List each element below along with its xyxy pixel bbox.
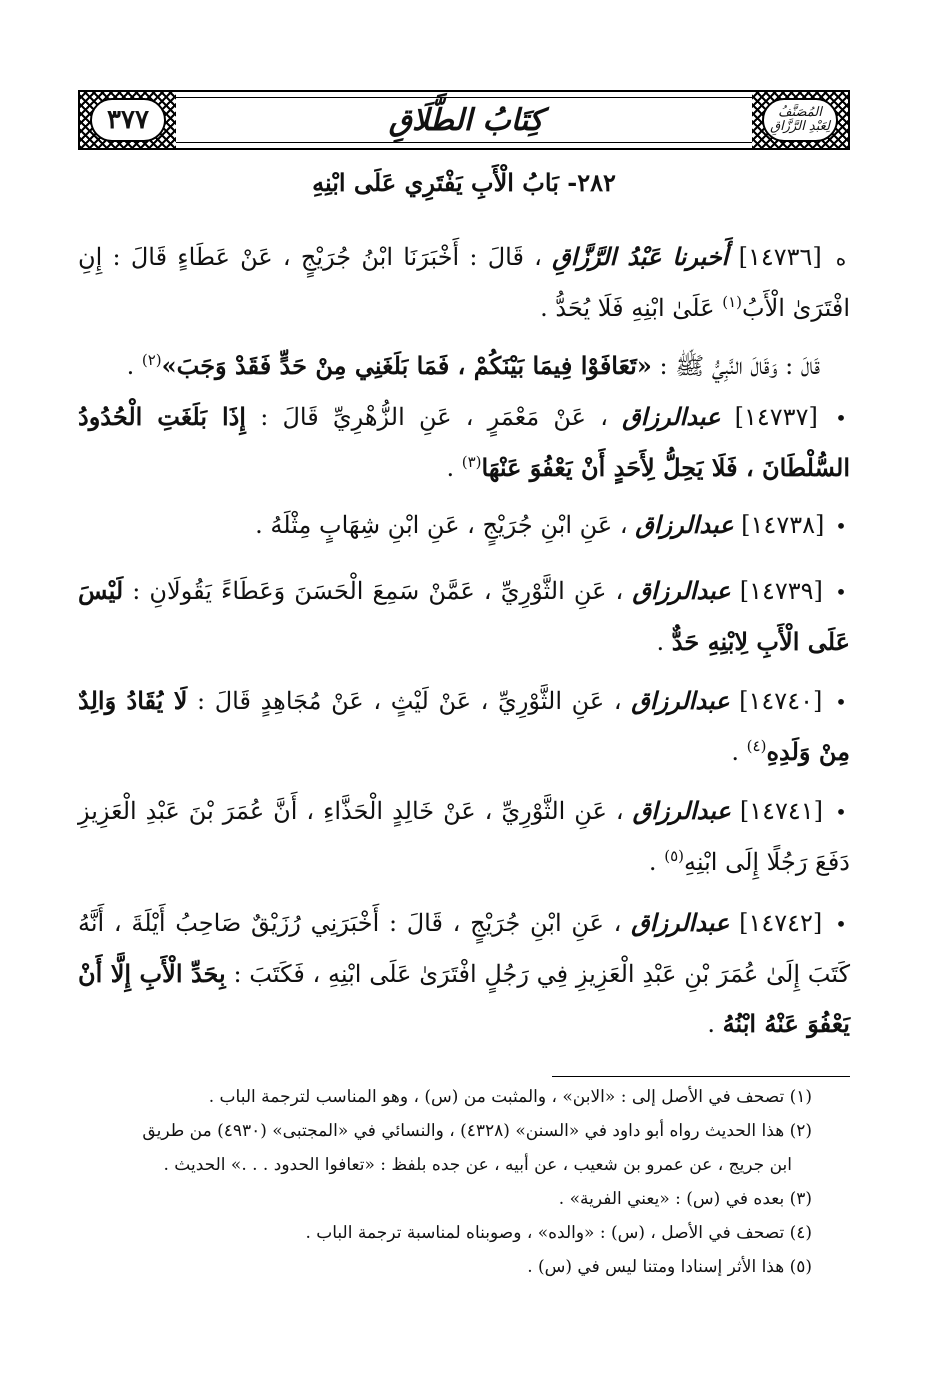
- hadith-14742: [78, 898, 850, 1049]
- hadith-marker: •: [835, 580, 847, 604]
- end-mark: .: [126, 352, 135, 380]
- hadith-14738: [78, 500, 850, 551]
- hadith-narrator: عبدالرزاق: [632, 576, 731, 605]
- hadith-text: ، عَنِ ابْنِ جُرَيْجٍ ، قَالَ : أَخْبَرَنِي رُزَيْقٌ صَاحِبُ أَيْلَةَ ، أَنَّهُ كَتَبَ إِلَىٰ عُمَرَ بْنِ عَبْدِ الْعَزِيزِ فِي رَجُلٍ افْتَرَىٰ عَلَى ابْنِهِ ، فَكَتَبَ :: [78, 909, 850, 988]
- hadith-quote: إِذَا بَلَغَتِ الْحُدُودُ السُّلْطَانَ ، فَلَا يَحِلُّ لِأَحَدٍ أَنْ يَعْفُوَ عَنْهَا: [78, 402, 850, 482]
- hadith-text: ، عَنِ الثَّوْرِيِّ ، عَمَّنْ سَمِعَ الْحَسَنَ وَعَطَاءً يَقُولَانِ :: [132, 577, 624, 605]
- end-mark: .: [446, 454, 455, 482]
- book-logo-line2: لِعَبْدِ الرَّزَّاقِ: [770, 119, 830, 134]
- hadith-number: [١٤٧٤٠]: [739, 687, 823, 715]
- footnote-2: (٢) هذا الحديث رواه أبو داود في «السنن» (٤٣٢٨) ، والنسائي في «المجتبى» (٤٩٣٠) من طريق: [142, 1121, 812, 1141]
- hadith-number: [١٤٧٤٢]: [739, 909, 823, 937]
- hadith-marker: •: [835, 912, 847, 936]
- book-logo-cartouche: [762, 98, 838, 142]
- hadith-marker: •: [835, 690, 847, 714]
- footnote-ref-4: (٤): [746, 737, 767, 755]
- header-ornament-right: [752, 92, 848, 148]
- hadith-prophet-saying: [78, 341, 850, 391]
- header-ornament-left: [80, 92, 176, 148]
- hadith-14739: [78, 566, 850, 667]
- hadith-quote: بِحَدِّ الْأَبِ إِلَّا أَنْ يَعْفُوَ عَنْهُ ابْنُهُ: [78, 959, 850, 1038]
- end-mark: .: [731, 738, 740, 766]
- page-number: ٣٧٧: [107, 105, 149, 135]
- hadith-number: [١٤٧٣٩]: [739, 577, 823, 605]
- footnote-3: (٣) بعده في (س) : «يعني الفرية» .: [558, 1189, 812, 1209]
- footnote-4: (٤) تصحف في الأصل ، (س) : «والده» ، وصوبناه لمناسبة ترجمة الباب .: [305, 1223, 812, 1243]
- footnote-ref-3: (٣): [461, 453, 482, 471]
- hadith-marker: •: [835, 514, 847, 538]
- hadith-number: [١٤٧٣٧]: [734, 403, 818, 431]
- hadith-narrator: عبدالرزاق: [635, 510, 734, 539]
- saying-prefix: قَالَ : وَقَالَ النَّبِيُّ ﷺ :: [659, 352, 820, 380]
- footnotes: [78, 1080, 850, 1284]
- hadith-text: ، قَالَ : أَخْبَرَنَا ابْنُ جُرَيْجٍ ، عَنْ عَطَاءٍ قَالَ : إِنِ افْتَرَىٰ الْأَبُ: [78, 243, 850, 322]
- hadith-14736: [78, 232, 850, 391]
- hadith-text: ، عَنِ الثَّوْرِيِّ ، عَنْ خَالِدٍ الْحَذَّاءِ ، أَنَّ عُمَرَ بْنَ عَبْدِ الْعَزِيزِ دَفَعَ رَجُلًا إِلَى ابْنِهِ: [78, 797, 850, 876]
- hadith-14740: [78, 676, 850, 777]
- book-logo-line1: المُصَنَّفُ: [778, 105, 822, 120]
- hadith-text: ، عَنِ ابْنِ جُرَيْجٍ ، عَنِ ابْنِ شِهَابٍ مِثْلَهُ .: [255, 511, 628, 539]
- hadith-14737: [78, 392, 850, 493]
- running-header: [78, 90, 850, 150]
- hadith-text-cont: عَلَىٰ ابْنِهِ فَلَا يُحَدُّ .: [540, 294, 715, 322]
- hadith-marker: •: [835, 800, 847, 824]
- footnote-5: (٥) هذا الأثر إسنادا ومتنا ليس في (س) .: [527, 1257, 812, 1277]
- footnote-divider: [552, 1076, 850, 1077]
- hadith-narrator: عبدالرزاق: [631, 908, 730, 937]
- hadith-marker: •: [835, 406, 847, 430]
- hadith-number: [١٤٧٤١]: [739, 797, 824, 825]
- end-mark: .: [648, 848, 657, 876]
- chapter-heading: ٢٨٢- بَابُ الْأَبِ يَفْتَرِي عَلَى ابْنِهِ: [312, 168, 616, 197]
- hadith-quote: «تَعَافَوْا فِيمَا بَيْنَكُمْ ، فَمَا بَلَغَنِي مِنْ حَدٍّ فَقَدْ وَجَبَ»: [161, 351, 652, 380]
- hadith-quote: لَا يُقَادُ وَالِدٌ مِنْ وَلَدِهِ: [78, 686, 850, 766]
- footnote-2-cont: ابن جريج ، عن عمرو بن شعيب ، عن أبيه ، عن جده بلفظ : «تعافوا الحدود . . .» الحديث .: [163, 1155, 792, 1175]
- hadith-narrator: عبدالرزاق: [631, 686, 730, 715]
- hadith-narrator: عبدالرزاق: [632, 796, 731, 825]
- hadith-text: ، عَنْ مَعْمَرٍ ، عَنِ الزُّهْرِيِّ قَالَ :: [260, 403, 608, 431]
- hadith-quote: لَيْسَ عَلَى الْأَبِ لِابْنِهِ حَدٌّ: [78, 576, 850, 656]
- hadith-narrator: عبدالرزاق: [622, 402, 721, 431]
- chapter-running-title: كِتَابُ الطَّلَاقِ: [388, 102, 544, 138]
- hadith-number: [١٤٧٣٨]: [741, 511, 825, 539]
- footnote-ref-5: (٥): [664, 847, 684, 865]
- end-mark: .: [707, 1010, 715, 1038]
- hadith-narrator: أَخبرنا عَبْدُ الرَّزَّاقِ: [552, 242, 729, 271]
- book-logo: [770, 106, 830, 134]
- hadith-text: ، عَنِ الثَّوْرِيِّ ، عَنْ لَيْثٍ ، عَنْ مُجَاهِدٍ قَالَ :: [197, 687, 622, 715]
- hadith-number: [١٤٧٣٦]: [738, 243, 822, 271]
- end-mark: .: [656, 628, 665, 656]
- footnote-ref-1: (١): [722, 293, 742, 311]
- footnote-1: (١) تصحف في الأصل إلى : «الابن» ، والمثبت من (س) ، وهو المناسب لترجمة الباب .: [208, 1087, 812, 1107]
- footnote-ref-2: (٢): [141, 351, 162, 369]
- hadith-marker: ه: [835, 246, 847, 270]
- hadith-14741: [78, 786, 850, 887]
- page-number-cartouche: [90, 98, 166, 142]
